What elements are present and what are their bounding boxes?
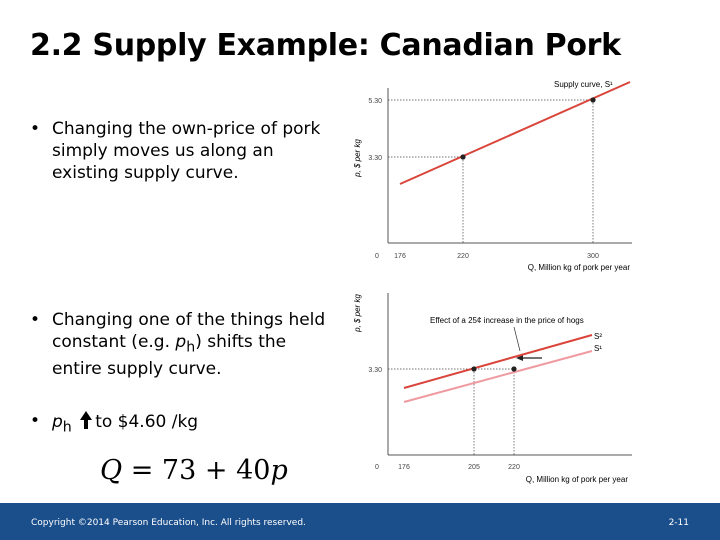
- supply-curve-s1: [404, 351, 592, 402]
- bullet-own-price: [30, 118, 340, 184]
- price-subscript: h: [62, 419, 72, 436]
- page-number: 2-11: [668, 518, 689, 528]
- supply-annotation: Supply curve, S¹: [554, 80, 613, 89]
- point-300-530: [590, 97, 595, 102]
- supply-equation: [100, 455, 288, 486]
- y-axis-label: p, $ per kg: [353, 139, 362, 177]
- x-tick-0: 0: [375, 464, 379, 471]
- x-tick-2: 205: [468, 464, 480, 471]
- supply-curve-s1: [400, 82, 630, 184]
- equation-body: = 73 + 40: [122, 455, 271, 486]
- supply-curve-s2: [404, 335, 592, 388]
- y-tick-0: 3.30: [368, 367, 382, 374]
- bullet-marker: •: [30, 411, 41, 431]
- slide-title: 2.2 Supply Example: Canadian Pork: [30, 28, 621, 63]
- annotation-leader: [514, 327, 520, 351]
- price-symbol: p: [175, 332, 187, 352]
- bullet-text: Changing the own-price of pork simply moves us along an existing supply curve.: [52, 119, 321, 183]
- x-axis-label: Q, Million kg of pork per year: [525, 475, 628, 484]
- y-tick-1: 5.30: [368, 98, 382, 105]
- s2-label: S²: [594, 332, 602, 341]
- point-220-330: [460, 154, 465, 159]
- price-symbol: p: [52, 412, 63, 432]
- supply-shift-svg: [342, 285, 642, 490]
- shift-annotation: Effect of a 25¢ increase in the price of hogs: [430, 316, 584, 325]
- up-arrow-icon: [79, 410, 93, 436]
- x-tick-2: 220: [457, 253, 469, 260]
- bullet-text-after: ) shifts the entire supply curve.: [52, 332, 287, 380]
- price-subscript: h: [186, 339, 196, 356]
- equation-lhs: Q: [100, 455, 123, 486]
- equation-var: p: [270, 455, 288, 486]
- bullet-shift-curve: [30, 309, 340, 380]
- supply-curve-chart: [342, 78, 642, 278]
- x-tick-0: 0: [375, 253, 379, 260]
- x-tick-3: 220: [508, 464, 520, 471]
- copyright-text: Copyright ©2014 Pearson Education, Inc. All rights reserved.: [31, 518, 306, 528]
- footer-bar: [0, 503, 720, 540]
- x-tick-1: 176: [394, 253, 406, 260]
- point-205-330: [471, 366, 476, 371]
- x-tick-1: 176: [398, 464, 410, 471]
- bullet-text-before: Changing one of the things held constant (e.g.: [52, 310, 326, 352]
- bullet-marker: •: [30, 310, 41, 330]
- x-axis-label: Q, Million kg of pork per year: [527, 263, 630, 272]
- supply-curve-svg: [342, 78, 642, 278]
- supply-shift-chart: [342, 285, 642, 490]
- s1-label: S¹: [594, 344, 602, 353]
- y-axis-label: p, $ per kg: [353, 294, 362, 332]
- bullet-marker: •: [30, 119, 41, 139]
- x-tick-3: 300: [587, 253, 599, 260]
- bullet-price-increase: [30, 410, 340, 438]
- bullet-text-after: to $4.60 /kg: [95, 412, 199, 432]
- point-220-330: [511, 366, 516, 371]
- y-tick-0: 3.30: [368, 155, 382, 162]
